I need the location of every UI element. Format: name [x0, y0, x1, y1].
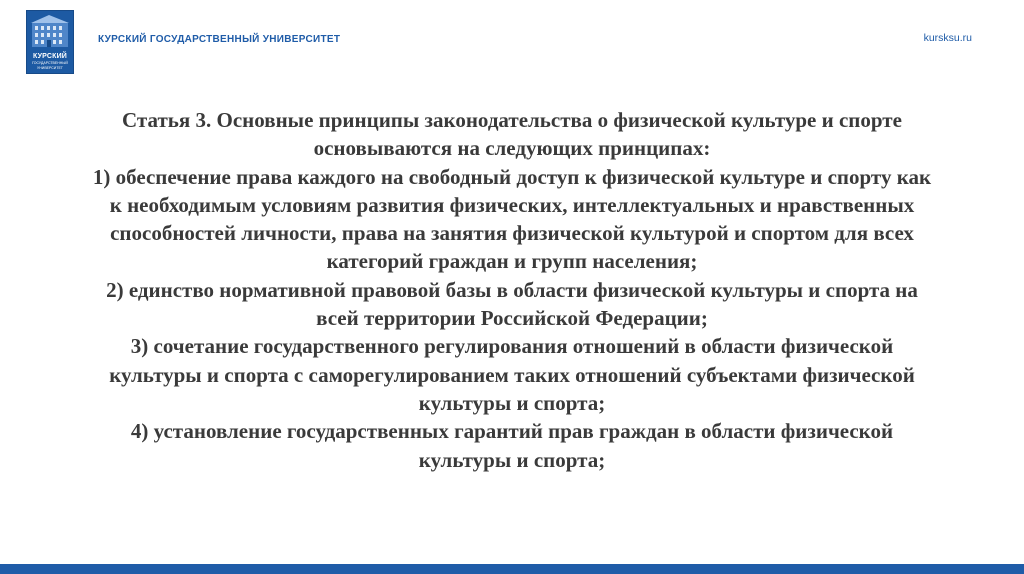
text-line: Статья 3. Основные принципы законодательства о физической культуре и спорте	[122, 108, 902, 132]
logo-text-main: КУРСКИЙ	[32, 53, 68, 60]
slide-body	[40, 106, 984, 474]
university-logo	[26, 10, 74, 74]
logo-text-sub: ГОСУДАРСТВЕННЫЙ УНИВЕРСИТЕТ	[32, 61, 68, 70]
university-name: КУРСКИЙ ГОСУДАРСТВЕННЫЙ УНИВЕРСИТЕТ	[98, 34, 341, 45]
building-icon	[27, 11, 73, 51]
text-line: 1) обеспечение права каждого на свободный доступ к физической культуре и спорту как	[92, 164, 932, 189]
text-line: 3) сочетание государственного регулирования отношений в области физической	[130, 334, 894, 359]
text-line: всей территории Российской Федерации;	[316, 306, 708, 331]
text-line: культуры и спорта;	[418, 390, 606, 415]
text-line: культуры и спорта с саморегулированием таких отношений субъектами физической	[109, 362, 915, 387]
website-link[interactable]: kursksu.ru	[923, 32, 972, 44]
text-line: 2) единство нормативной правовой базы в области физической культуры и спорта на	[106, 277, 918, 302]
text-line: способностей личности, права на занятия физической культурой и спортом для всех	[110, 221, 914, 246]
text-line: основываются на следующих принципах:	[313, 136, 711, 161]
text-line: к необходимым условиям развития физических, интеллектуальных и нравственных	[109, 192, 915, 217]
bottom-bar	[0, 564, 1024, 574]
text-line: культуры и спорта;	[418, 447, 606, 472]
text-line: категорий граждан и групп населения;	[326, 249, 698, 274]
text-line: 4) установление государственных гарантий прав граждан в области физической	[130, 419, 894, 444]
